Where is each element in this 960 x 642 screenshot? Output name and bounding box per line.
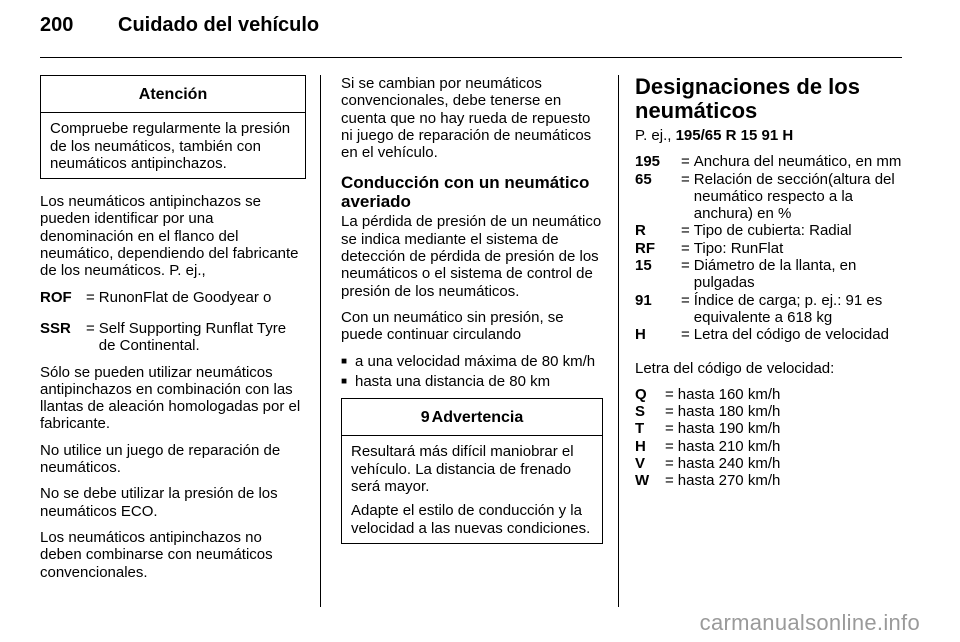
definition-key: 65 xyxy=(635,170,652,188)
definition-row: ROF = RunonFlat de Goodyear o xyxy=(40,289,306,306)
definition-key: R xyxy=(635,222,646,240)
definition-key: SSR xyxy=(40,319,71,337)
example-line xyxy=(635,127,903,144)
definition-row: W = hasta 270 km/h xyxy=(635,472,903,489)
definition-key: T xyxy=(635,420,645,438)
definition-value: Anchura del neumático, en mm xyxy=(693,153,902,171)
column-2 xyxy=(341,75,603,558)
definition-row: Q = hasta 160 km/h xyxy=(635,386,903,403)
speed-code-list xyxy=(635,386,903,490)
paragraph: Los neumáticos antipinchazos se pueden identificar por una denominación en el flanco del neumático, dependiendo del fabricante de los neumáticos. P. ej., xyxy=(40,193,299,280)
definition-value: Índice de carga; p. ej.: 91 es equivalente a 618 kg xyxy=(693,291,883,326)
column-1 xyxy=(40,75,306,590)
definition-key: Q xyxy=(635,385,647,403)
warning-icon: 9 xyxy=(420,409,430,427)
section-heading: Designaciones de los neumáticos xyxy=(635,74,860,123)
definition-value: hasta 180 km/h xyxy=(677,403,781,421)
definition-value: hasta 160 km/h xyxy=(677,385,781,403)
definition-value: hasta 270 km/h xyxy=(677,472,781,490)
warning-text: Adapte el estilo de conducción y la velocidad a las nuevas condiciones. xyxy=(351,502,591,537)
definition-key: W xyxy=(635,472,650,490)
definition-value: Self Supporting Runflat Tyre de Continental. xyxy=(98,319,287,355)
definition-value: Tipo de cubierta: Radial xyxy=(693,222,852,240)
paragraph: Con un neumático sin presión, se puede continuar circulando xyxy=(341,308,564,344)
definition-value: RunonFlat de Goodyear o xyxy=(98,288,272,306)
definition-key: 15 xyxy=(635,257,652,275)
bullet-list xyxy=(341,353,603,391)
column-3 xyxy=(635,75,903,499)
definition-key: H xyxy=(635,437,646,455)
runflat-brand-list xyxy=(40,289,306,355)
warning-header xyxy=(342,399,602,436)
attention-box xyxy=(40,75,306,179)
page-number: 200 xyxy=(40,14,74,36)
paragraph: Sólo se pueden utilizar neumáticos antipinchazos en combinación con las llantas de aleación homologadas por el fabricante. xyxy=(40,363,301,433)
definition-row: H = hasta 210 km/h xyxy=(635,438,903,455)
definition-key: ROF xyxy=(40,288,72,306)
definition-row: S = hasta 180 km/h xyxy=(635,403,903,420)
definition-row: 91 = Índice de carga; p. ej.: 91 es equivalente a 618 kg xyxy=(635,292,903,327)
definition-key: S xyxy=(635,403,646,421)
list-item: ■ a una velocidad máxima de 80 km/h xyxy=(341,353,603,370)
header-divider xyxy=(40,57,902,58)
example-value: 195/65 R 15 91 H xyxy=(675,127,794,144)
example-prefix: P. ej., xyxy=(635,127,672,144)
definition-key: RF xyxy=(635,239,655,257)
paragraph: No utilice un juego de reparación de neumáticos. xyxy=(40,441,281,477)
definition-row: SSR = Self Supporting Runflat Tyre de Continental. xyxy=(40,320,306,355)
warning-text: Resultará más difícil maniobrar el vehículo. La distancia de frenado será mayor. xyxy=(351,443,574,496)
definition-value: Diámetro de la llanta, en pulgadas xyxy=(693,257,857,292)
definition-row: V = hasta 240 km/h xyxy=(635,455,903,472)
definition-row: 195 = Anchura del neumático, en mm xyxy=(635,153,902,171)
definition-value: hasta 240 km/h xyxy=(677,455,781,473)
definition-key: 91 xyxy=(635,291,652,309)
attention-title: Atención xyxy=(41,76,305,113)
definition-key: H xyxy=(635,326,646,344)
list-item: ■ hasta una distancia de 80 km xyxy=(341,373,603,390)
paragraph: La pérdida de presión de un neumático se indica mediante el sistema de detección de pérdida de presión de los neumáticos o el sistema de control de presión de los neumáticos. xyxy=(341,213,602,300)
definition-key: 195 xyxy=(635,153,661,171)
definition-row: RF = Tipo: RunFlat xyxy=(635,240,903,257)
paragraph: Si se cambian por neumáticos convencionales, debe tenerse en cuenta que no hay rueda de repuesto ni juego de reparación de neumáticos en el vehículo. xyxy=(341,75,592,162)
paragraph: No se debe utilizar la presión de los neumáticos ECO. xyxy=(40,485,278,520)
tire-designation-list xyxy=(635,153,903,343)
definition-row: T = hasta 190 km/h xyxy=(635,420,903,437)
page-title: Cuidado del vehículo xyxy=(118,14,320,36)
warning-title: Advertencia xyxy=(431,409,524,427)
warning-box xyxy=(341,398,603,544)
definition-row: R = Tipo de cubierta: Radial xyxy=(635,222,903,239)
definition-value: hasta 190 km/h xyxy=(677,420,781,438)
definition-value: Tipo: RunFlat xyxy=(693,239,784,257)
definition-key: V xyxy=(635,455,646,473)
definition-row: 15 = Diámetro de la llanta, en pulgadas xyxy=(635,257,903,292)
page-header xyxy=(40,14,902,54)
definition-row: H = Letra del código de velocidad xyxy=(635,326,903,343)
definition-value: Relación de sección(altura del neumático respecto a la anchura) en % xyxy=(693,170,895,223)
definition-row: 65 = Relación de sección(altura del neumático respecto a la anchura) en % xyxy=(635,171,903,223)
paragraph: Letra del código de velocidad: xyxy=(635,359,835,377)
definition-value: Letra del código de velocidad xyxy=(693,326,889,344)
attention-text: Compruebe regularmente la presión de los neumáticos, también con neumáticos antipinchazos. xyxy=(50,120,291,172)
column-divider-2 xyxy=(618,75,619,607)
section-heading: Conducción con un neumático averiado xyxy=(341,173,590,212)
column-divider-1 xyxy=(320,75,321,607)
watermark: carmanualsonline.info xyxy=(699,610,920,635)
definition-value: hasta 210 km/h xyxy=(677,437,781,455)
paragraph: Los neumáticos antipinchazos no deben combinarse con neumáticos convencionales. xyxy=(40,528,273,581)
